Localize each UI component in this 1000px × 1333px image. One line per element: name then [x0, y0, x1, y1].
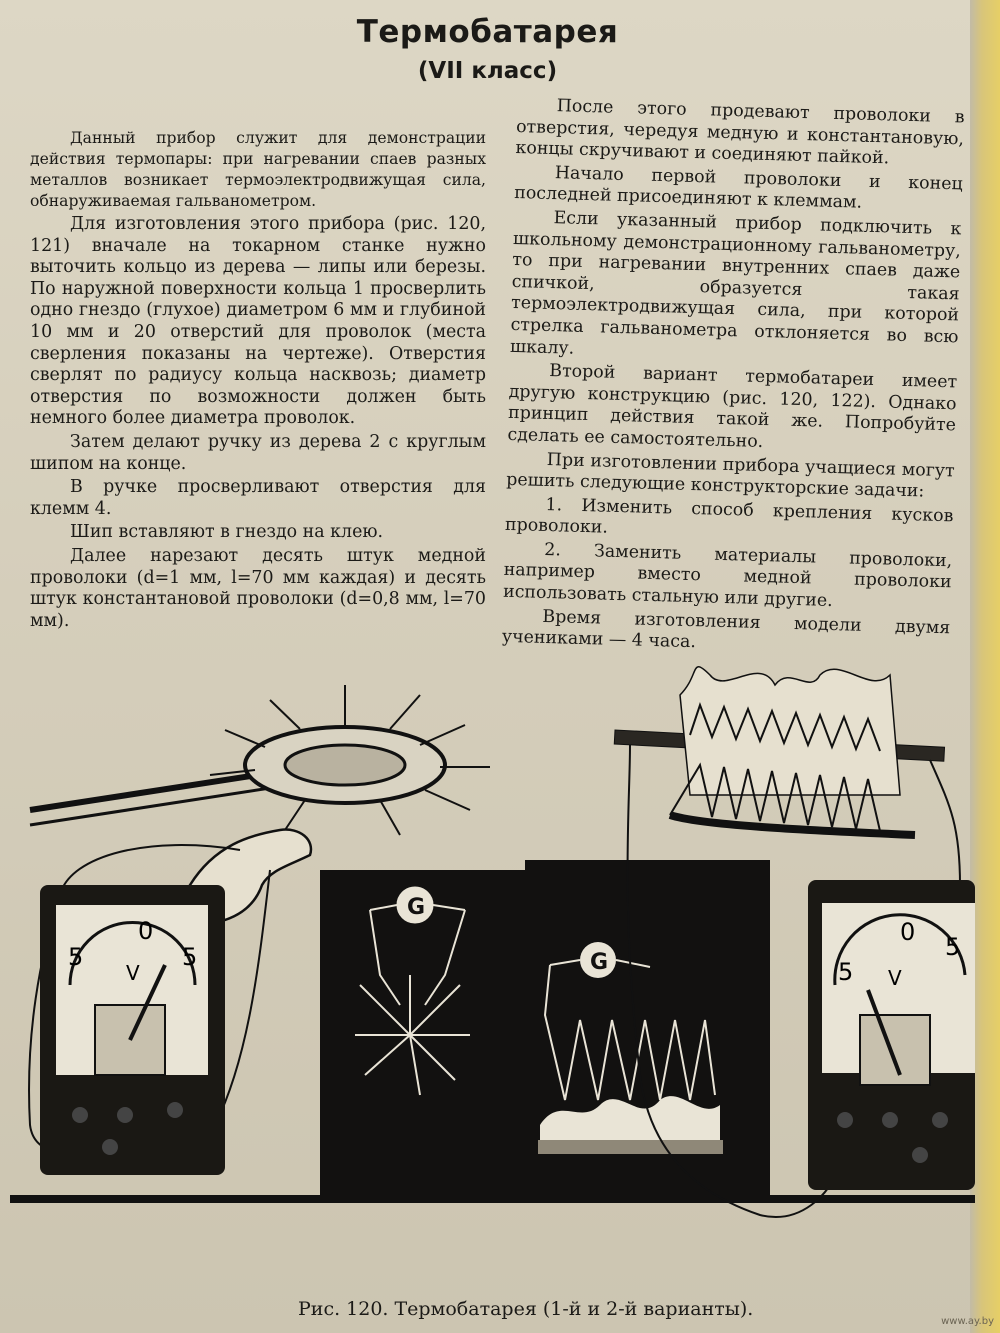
- meter-right-scale-center: 0: [900, 918, 916, 946]
- paragraph: Время изготовления модели двумя учениками — 4 часа.: [501, 606, 951, 653]
- schematic-symbol-g1: G: [407, 895, 426, 920]
- paragraph: После этого продевают проволоки в отверстия, чередуя медную и константановую, концы скручивают и соединяют пайкой.: [515, 96, 965, 169]
- watermark: www.ay.by: [941, 1316, 994, 1327]
- thermopile-illustration: [0, 655, 975, 1295]
- paragraph: Если указанный прибор подключить к школьному демонстрационному гальванометру, то при нагревании внутренних спаев даже спичкой, образуется такая термоэлектродвижущая сила, при которой стрелка гальванометра отклоняется во всю шкалу.: [509, 208, 962, 359]
- paragraph: 1. Изменить способ крепления кусков проволоки.: [504, 494, 954, 538]
- figure-caption: Рис. 120. Термобатарея (1-й и 2-й варианты).: [298, 1298, 754, 1320]
- right-column: [501, 95, 964, 663]
- paragraph: Данный прибор служит для демонстрации действия термопары: при нагревании спаев разных металлов возникает термоэлектродвижущая сила, обнаруживаемая гальванометром.: [30, 129, 486, 210]
- thermopile-ring: [30, 685, 490, 835]
- meter-left-unit: V: [126, 961, 140, 985]
- meter-left-scale-center: 0: [138, 917, 154, 945]
- paragraph: Второй вариант термобатареи имеет другую конструкцию (рис. 120, 122). Однако принцип действия такой же. Попробуйте сделать ее самостоятельно.: [507, 361, 958, 452]
- paragraph: При изготовлении прибора учащиеся могут решить следующие конструкторские задачи:: [505, 449, 955, 502]
- paragraph: Шип вставляют в гнездо на клею.: [70, 522, 384, 543]
- schematic-panel-2: [525, 860, 770, 1200]
- wire: [930, 760, 960, 885]
- paragraph: Для изготовления этого прибора (рис. 120, 121) вначале на токарном станке нужно выточить кольцо из дерева — липы или березы. По наружной поверхности кольца 1 просверлить одно гнездо (глухое) диаметром 6 мм и глубиной 10 мм и 20 отверстий для проволок (места сверления показаны на чертеже). Отверстия сверлят по радиусу кольца насквозь; диаметр отверстия по возможности должен быть немного более диаметра проволок.: [30, 214, 486, 429]
- meter-right-unit: V: [888, 966, 902, 990]
- meter-left-scale-left: 5: [68, 943, 84, 971]
- galvanometer-right: [808, 880, 975, 1190]
- meter-right-scale-left: 5: [838, 958, 854, 986]
- galvanometer-left: [40, 885, 225, 1175]
- left-column: [30, 128, 486, 634]
- paragraph: Затем делают ручку из дерева 2 с круглым шипом на конце.: [30, 431, 486, 474]
- paragraph: Начало первой проволоки и конец последней присоединяют к клеммам.: [513, 162, 963, 214]
- meter-right-scale-right: 5: [945, 933, 961, 961]
- paragraph: В ручке просверливают отверстия для клемм 4.: [30, 477, 486, 519]
- page-subtitle: (VII класс): [417, 58, 558, 84]
- thermopile-coil: [614, 667, 944, 835]
- paragraph: Далее нарезают десять штук медной проволоки (d=1 мм, l=70 мм каждая) и десять штук константановой проволоки (d=0,8 мм, l=70 мм).: [30, 545, 486, 631]
- page-title: Термобатарея: [356, 14, 619, 50]
- schematic-symbol-g2: G: [590, 950, 609, 975]
- paragraph: 2. Заменить материалы проволоки, например вместо медной проволоки использовать стальную или другие.: [502, 539, 953, 612]
- meter-left-scale-right: 5: [182, 943, 198, 971]
